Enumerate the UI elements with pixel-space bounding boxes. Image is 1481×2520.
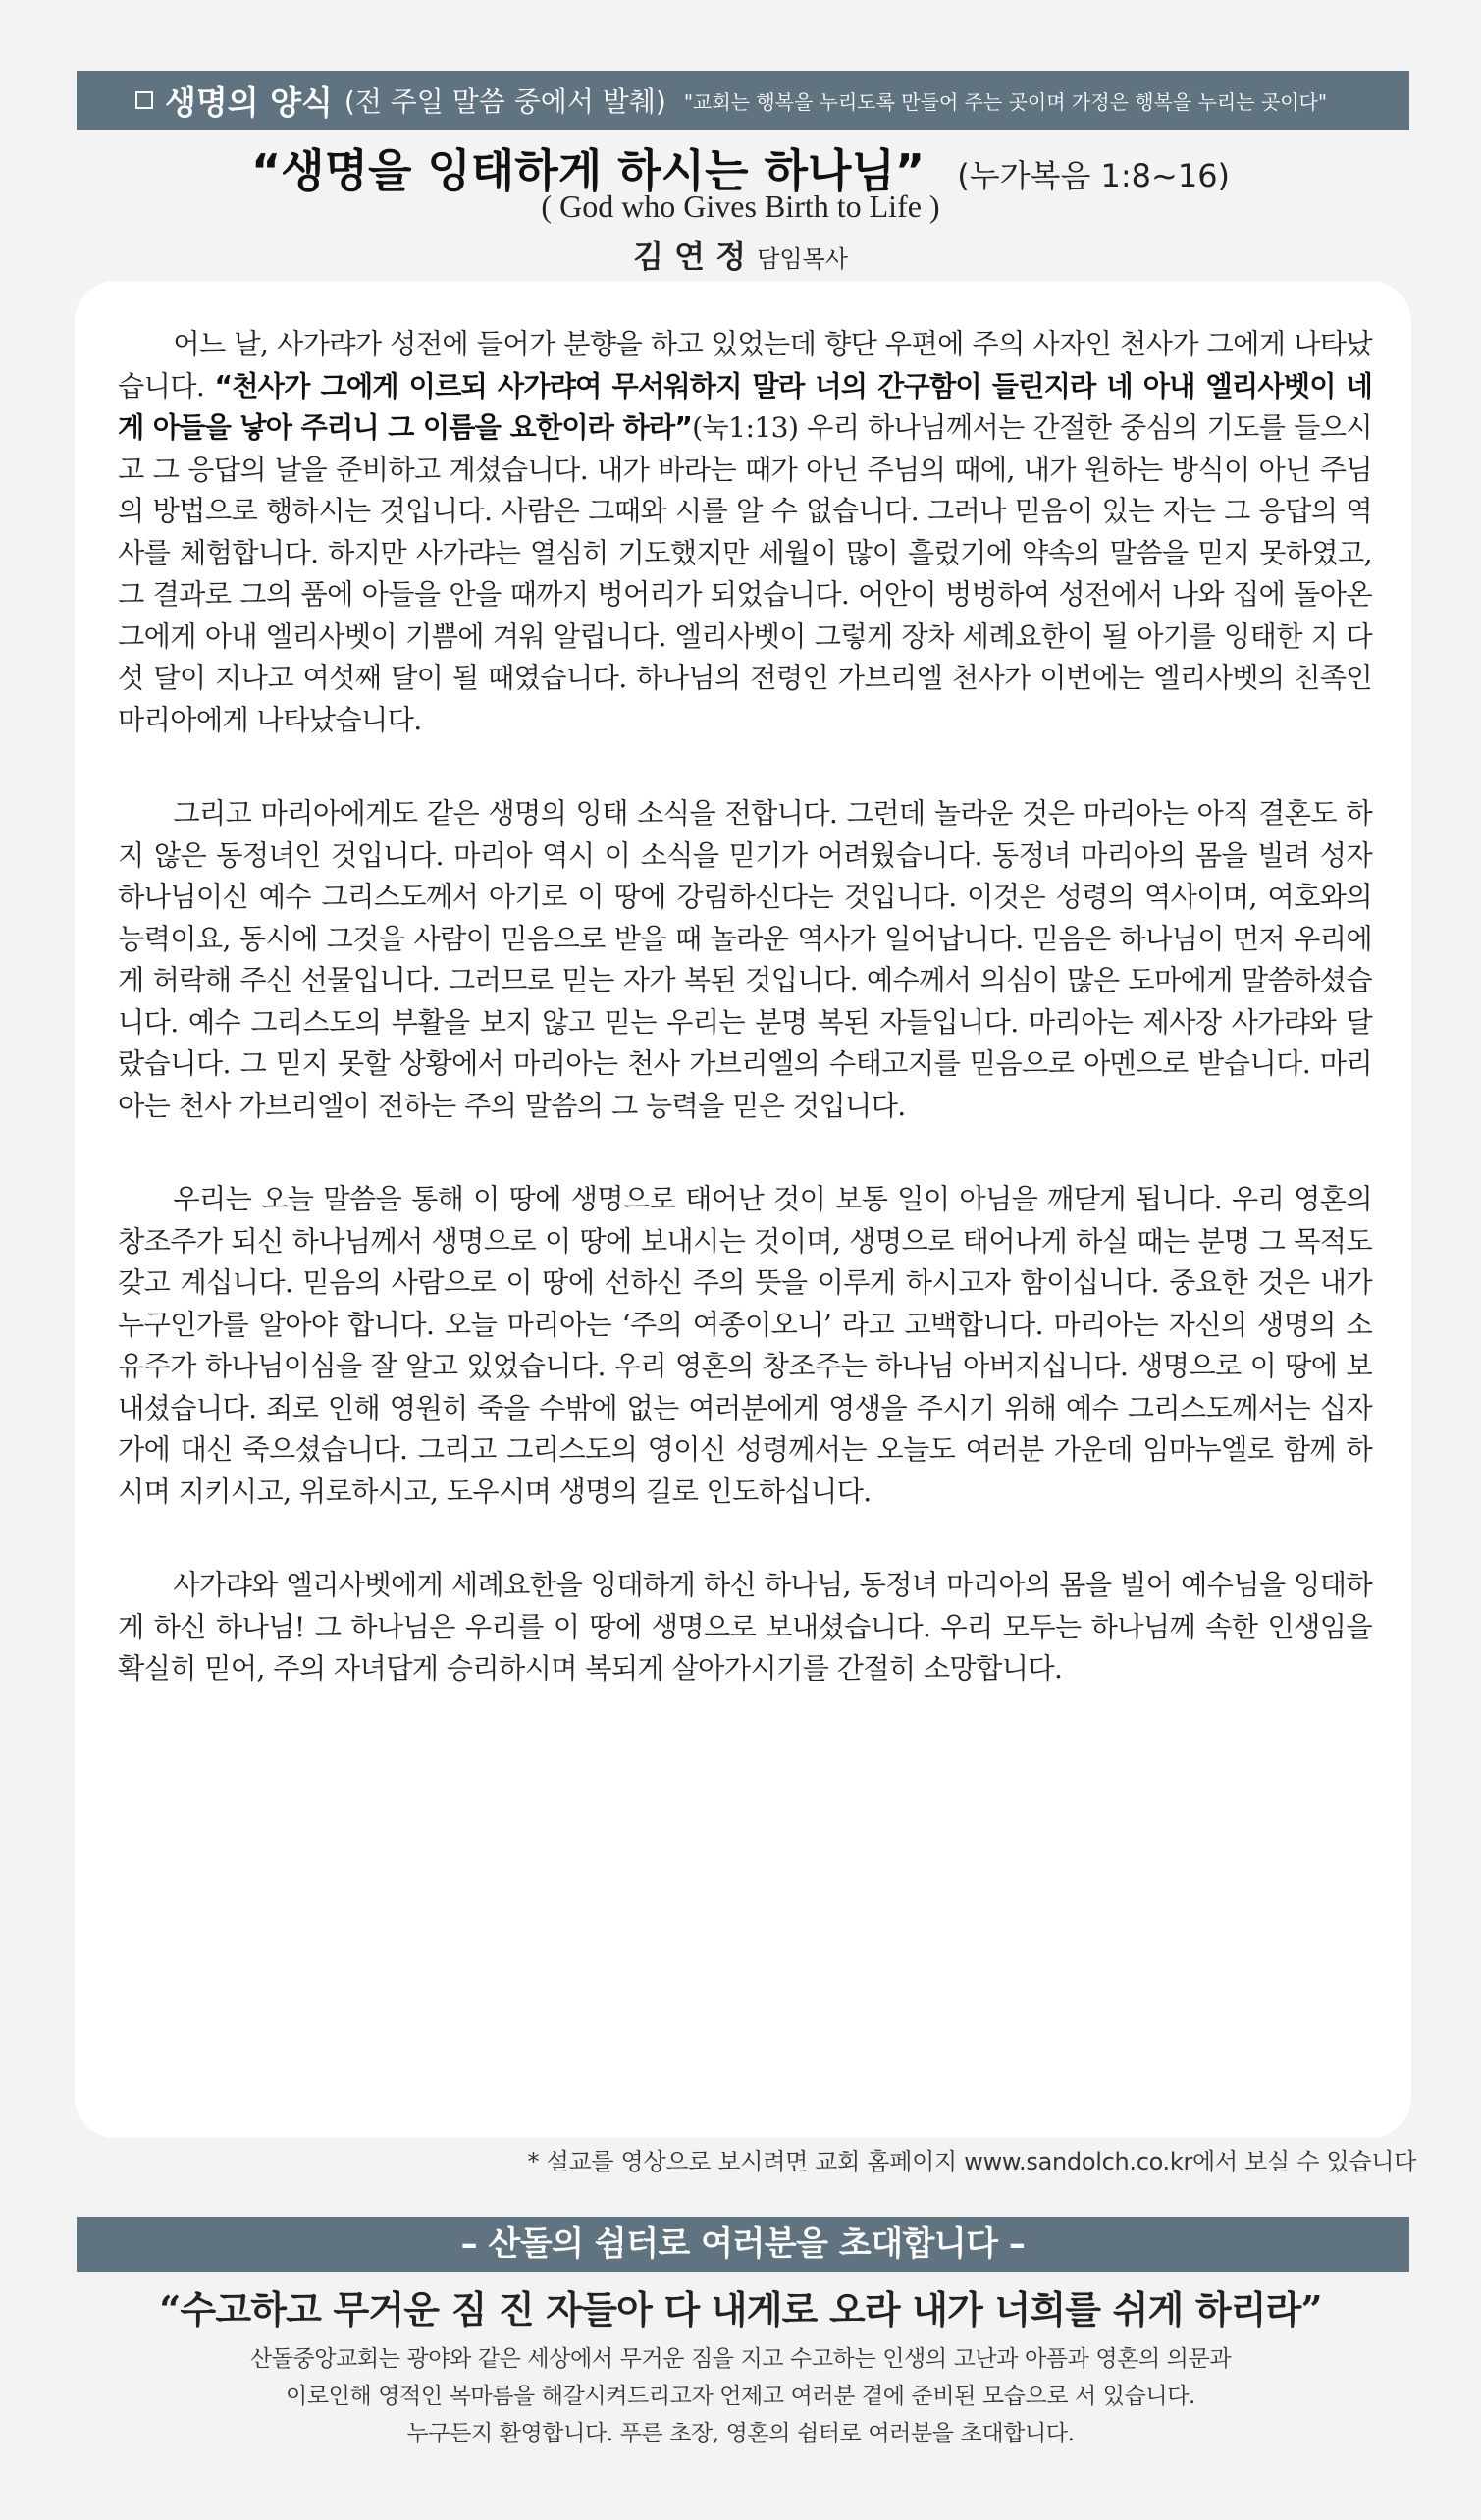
author-line xyxy=(0,232,1481,277)
body-paragraph-2: 그리고 마리아에게도 같은 생명의 잉태 소식을 전합니다. 그런데 놀라운 것은 마리아는 아직 결혼도 하지 않은 동정녀인 것입니다. 마리아 역시 이 소식을 믿기가 어려웠습니다. 동정녀 마리아의 몸을 빌려 성자 하나님이신 예수 그리스도께서 아기로 이 땅에 강림하신다는 것입니다. 이것은 성령의 역사이며, 여호와의 능력이요, 동시에 그것을 사람이 믿음으로 받을 때 놀라운 역사가 일어납니다. 믿음은 하나님이 먼저 우리에게 허락해 주신 선물입니다. 그러므로 믿는 자가 복된 것입니다. 예수께서 의심이 많은 도마에게 말씀하셨습니다. 예수 그리스도의 부활을 보지 않고 믿는 우리는 분명 복된 자들입니다. 마리아는 제사장 사가랴와 달랐습니다. 그 믿지 못할 상황에서 마리아는 천사 가브리엘의 수태고지를 믿음으로 아멘으로 받습니다. 마리아는 천사 가브리엘이 전하는 주의 말씀의 그 능력을 믿은 것입니다. xyxy=(118,797,1372,1122)
church-motto: "교회는 행복을 누리도록 만들어 주는 곳이며 가정은 행복을 누리는 곳이다" xyxy=(683,89,1328,114)
body-paragraph-4: 사가랴와 엘리사벳에게 세례요한을 잉태하게 하신 하나님, 동정녀 마리아의 몸을 빌어 예수님을 잉태하게 하신 하나님! 그 하나님은 우리를 이 땅에 생명으로 보내셨습니다. 우리 모두는 하나님께 속한 인생임을 확실히 믿어, 주의 자녀답게 승리하시며 복되게 살아가시기를 간절히 소망합니다. xyxy=(118,1569,1372,1685)
sermon-title: “생명을 잉태하게 하시는 하나님” xyxy=(250,144,926,197)
invitation-quote: “수고하고 무거운 짐 진 자들아 다 내게로 오라 내가 너희를 쉬게 하리라” xyxy=(159,2287,1322,2332)
invitation-line-3: 누구든지 환영합니다. 푸른 초장, 영혼의 쉼터로 여러분을 초대합니다. xyxy=(406,2421,1075,2446)
scripture-quote: “천사가 그에게 이르되 사가랴여 무서워하지 말라 너의 간구함이 들린지라 네 아내 엘리사벳이 네게 아들을 낳아 주리니 그 이름을 요한이라 하라” xyxy=(118,369,1372,444)
body-paragraph-3: 우리는 오늘 말씀을 통해 이 땅에 생명으로 태어난 것이 보통 일이 아님을 깨닫게 됩니다. 우리 영혼의 창조주가 되신 하나님께서 생명으로 이 땅에 보내시는 것이며, 생명으로 태어나게 하실 때는 분명 그 목적도 갖고 계십니다. 믿음의 사람으로 이 땅에 선하신 주의 뜻을 이루게 하시고자 함이십니다. 중요한 것은 내가 누구인가를 알아야 합니다. 오늘 마리아는 ‘주의 여종이오니’ 라고 고백합니다. 마리아는 자신의 생명의 소유주가 하나님이심을 잘 알고 있었습니다. 우리 영혼의 창조주는 하나님 아버지십니다. 생명으로 이 땅에 보내셨습니다. 죄로 인해 영원히 죽을 수밖에 없는 여러분에게 영생을 주시기 위해 예수 그리스도께서는 십자가에 대신 죽으셨습니다. 그리고 그리스도의 영이신 성령께서는 오늘도 여러분 가운데 임마누엘로 함께 하시며 지키시고, 위로하시고, 도우시며 생명의 길로 인도하십니다. xyxy=(118,1183,1372,1508)
section-note: (전 주일 말씀 중에서 발췌) xyxy=(344,85,666,118)
scripture-reference: (누가복음 1:8~16) xyxy=(957,157,1231,194)
body-paragraph-1 xyxy=(118,324,1372,741)
author-name: 김 연 정 xyxy=(633,238,747,275)
author-role: 담임목사 xyxy=(757,245,848,273)
paragraph-1-intro: 어느 날, 사가랴가 성전에 들어가 분향을 하고 있었는데 향단 우편에 주의 사자인 천사가 그에게 나타났습니다. xyxy=(118,328,1372,402)
sermon-body-card xyxy=(75,281,1411,2138)
invitation-line-2: 이로인해 영적인 목마름을 해갈시켜드리고자 언제고 여러분 곁에 준비된 모습으로 서 있습니다. xyxy=(286,2384,1195,2409)
invitation-line-1: 산돌중앙교회는 광야와 같은 세상에서 무거운 짐을 지고 수고하는 인생의 고난과 아픔과 영혼의 의문과 xyxy=(249,2346,1232,2372)
paragraph-1-rest: (눅1:13) 우리 하나님께서는 간절한 중심의 기도를 들으시고 그 응답의 날을 준비하고 계셨습니다. 내가 바라는 때가 아닌 주님의 때에, 내가 원하는 방식이 아닌 주님의 방법으로 행하시는 것입니다. 사람은 그때와 시를 알 수 없습니다. 그러나 믿음이 있는 자는 그 응답의 역사를 체험합니다. 하지만 사가랴는 열심히 기도했지만 세월이 많이 흘렀기에 약속의 말씀을 믿지 못하였고, 그 결과로 그의 품에 아들을 안을 때까지 벙어리가 되었습니다. 어안이 벙벙하여 성전에서 나와 집에 돌아온 그에게 아내 엘리사벳이 기쁨에 겨워 알립니다. 엘리사벳이 그렇게 장차 세례요한이 될 아기를 잉태한 지 다섯 달이 지나고 여섯째 달이 될 때였습니다. 하나님의 전령인 가브리엘 천사가 이번에는 엘리사벳의 친족인 마리아에게 나타났습니다. xyxy=(118,411,1372,736)
section-header-bar xyxy=(77,71,1409,130)
invitation-banner: – 산돌의 쉼터로 여러분을 초대합니다 – xyxy=(77,2217,1409,2272)
sermon-subtitle: ( God who Gives Birth to Life ) xyxy=(541,188,940,224)
section-title: 생명의 양식 xyxy=(165,82,333,122)
checkbox-square-icon xyxy=(135,91,153,109)
video-footnote: * 설교를 영상으로 보시려면 교회 홈페이지 www.sandolch.co.kr에서 보실 수 있습니다 xyxy=(527,2148,1416,2175)
